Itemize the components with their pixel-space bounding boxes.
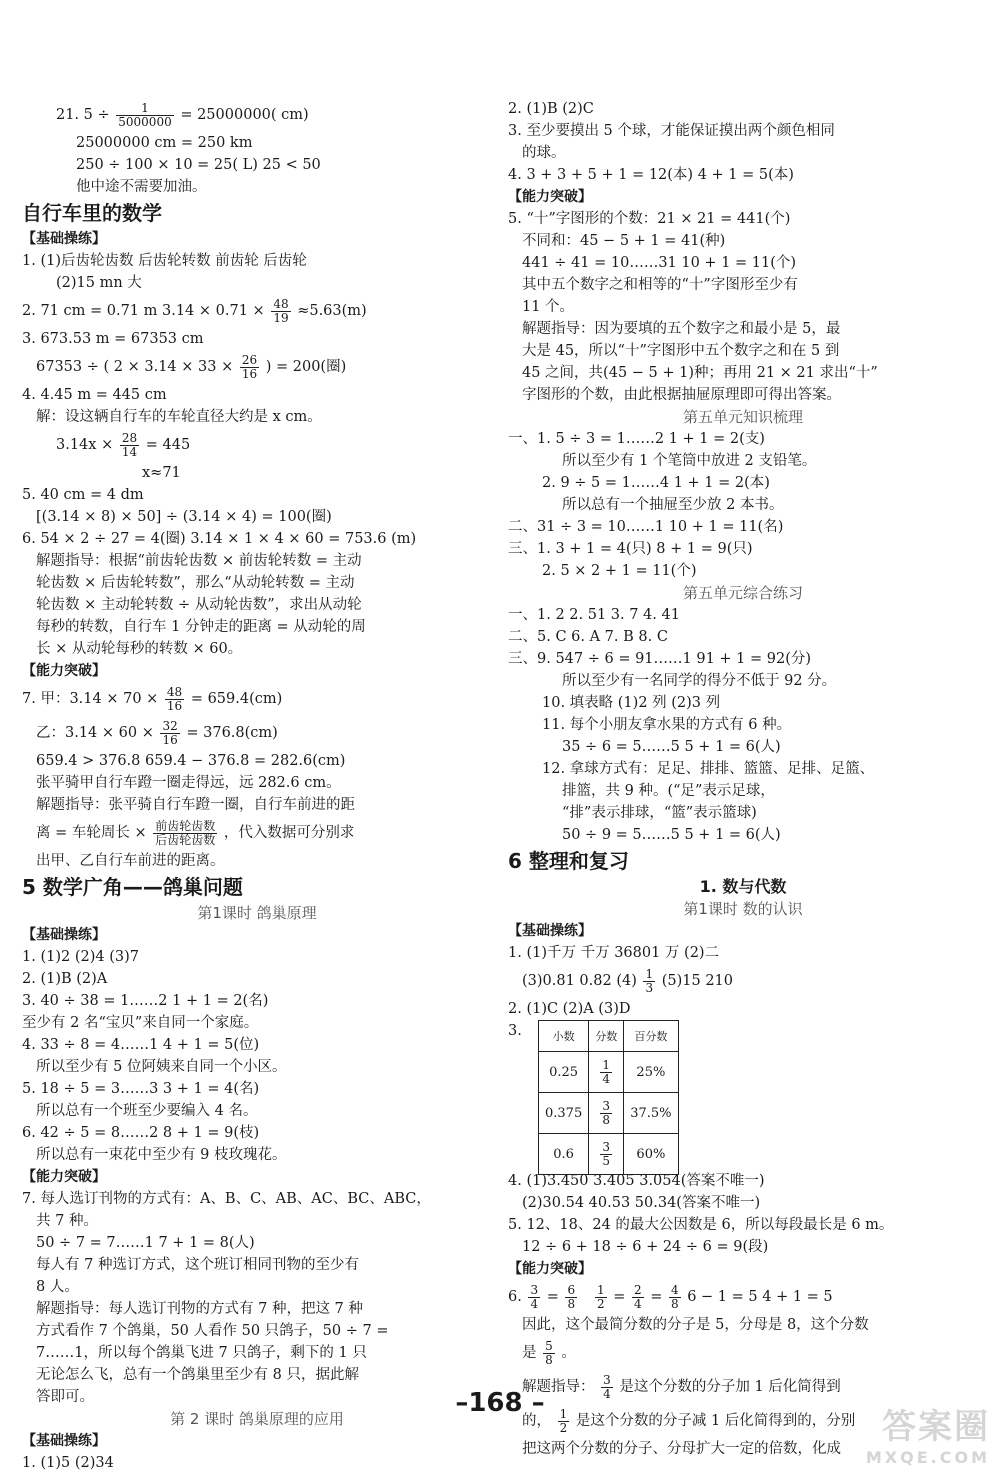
q21-line4: 他中途不需要加油。 xyxy=(76,179,207,195)
answer-line: 2. (1)B (2)C xyxy=(508,101,594,117)
answer-line: 2. (1)C (2)A (3)D xyxy=(508,1001,631,1017)
q21-text: = 25000000( cm) xyxy=(180,107,309,123)
text: 乙：3.14 × 60 × xyxy=(36,725,154,741)
table-cell: 0.25 xyxy=(539,1052,589,1093)
answer-line: 7……1，所以每个鸽巢飞进 7 只鸽子，剩下的 1 只 xyxy=(36,1345,367,1361)
fraction: $\frac{1}{3}$ xyxy=(645,966,654,995)
watermark-logo xyxy=(800,1399,990,1469)
answer-line: 3. xyxy=(508,1023,522,1039)
table-header: 分数 xyxy=(589,1021,624,1052)
text: 离 = 车轮周长 × xyxy=(36,825,147,841)
answer-line xyxy=(22,428,492,462)
text: ≈5.63(m) xyxy=(297,303,367,319)
answer-line xyxy=(22,816,492,850)
answer-line: 50 ÷ 7 = 7……1 7 + 1 = 8(人) xyxy=(36,1235,255,1251)
answer-line: 答即可。 xyxy=(36,1389,94,1405)
answer-line: 方式看作 7 个鸽巢，50 人看作 50 只鸽子，50 ÷ 7 = xyxy=(36,1323,389,1339)
table-cell: $\frac{1}{4}$ xyxy=(589,1052,624,1093)
text: 解题指导： xyxy=(522,1379,595,1395)
answer-line: 无论怎么飞，总有一个鸽巢里至少有 8 只，据此解 xyxy=(36,1367,359,1383)
answer-line xyxy=(22,682,492,716)
answer-line: 1. (1)后齿轮齿数 后齿轮转数 前齿轮 后齿轮 xyxy=(22,253,307,269)
text: 6 − 1 = 5 4 + 1 = 5 xyxy=(687,1289,833,1305)
text: 。 xyxy=(561,1345,576,1361)
section-label: 【基础操练】 xyxy=(22,1433,106,1449)
answer-line: 5. 40 cm = 4 dm xyxy=(22,487,144,503)
answer-line: 字图形的个数，由此根据抽屉原理即可得出答案。 xyxy=(522,387,841,403)
answer-line: (2)30.54 40.53 50.34(答案不唯一) xyxy=(522,1195,761,1211)
fraction: $\frac{1}{2}$ xyxy=(559,1406,568,1435)
unit-title: 6 整理和复习 xyxy=(508,849,629,873)
answer-line: 至少有 2 名“宝贝”来自同一个家庭。 xyxy=(22,1015,259,1031)
answer-line: 排篮，共 9 种。(“足”表示足球， xyxy=(562,783,775,799)
table-header: 百分数 xyxy=(624,1021,678,1052)
answer-line: 把这两个分数的分子、分母扩大一定的倍数，化成 xyxy=(522,1441,841,1457)
answer-line: 因此，这个最简分数的分子是 5，分母是 8，这个分数 xyxy=(522,1317,869,1333)
answer-line: 其中五个数字之和相等的“十”字图形至少有 xyxy=(522,277,798,293)
section-heading: 第五单元知识梳理 xyxy=(682,408,803,426)
answer-line: 1. (1)5 (2)34 xyxy=(22,1455,114,1471)
answer-line: 的球。 xyxy=(522,145,566,161)
answer-line: 所以总有一束花中至少有 9 枝玫瑰花。 xyxy=(36,1147,287,1163)
answer-line: 大是 45，所以“十”字图形中五个数字之和在 5 到 xyxy=(522,343,840,359)
text: = 659.4(cm) xyxy=(190,691,283,707)
answer-line: “排”表示排球，“篮”表示篮球) xyxy=(562,805,757,821)
lesson-title: 第1课时 鸽巢原理 xyxy=(197,904,317,922)
fraction: $\frac{48}{19}$ xyxy=(273,296,289,325)
fraction: $\frac{2}{4}$ xyxy=(633,1282,642,1311)
text: 6. xyxy=(508,1289,522,1305)
table-row xyxy=(539,1052,679,1093)
table-block xyxy=(508,1020,978,1170)
answer-line: 二、5. C 6. A 7. B 8. C xyxy=(508,629,668,645)
answer-line: 所以总有一个抽屉至少放 2 本书。 xyxy=(562,497,784,513)
answer-line: 4. 33 ÷ 8 = 4……1 4 + 1 = 5(位) xyxy=(22,1037,260,1053)
section-label: 【能力突破】 xyxy=(508,1261,592,1277)
section-label: 【能力突破】 xyxy=(22,1169,106,1185)
answer-line: 不同和：45 − 5 + 1 = 41(种) xyxy=(522,233,726,249)
answer-line: 张平骑甲自行车蹬一圈走得远，远 282.6 cm。 xyxy=(36,775,341,791)
text: = 445 xyxy=(145,437,191,453)
answer-line xyxy=(22,350,492,384)
answer-line: (2)15 mn 大 xyxy=(56,275,142,291)
table-cell: 37.5% xyxy=(624,1093,678,1134)
text: = xyxy=(650,1289,663,1305)
text: 7. 甲：3.14 × 70 × xyxy=(22,691,159,707)
subsection-title: 1. 数与代数 xyxy=(699,877,787,896)
answer-line: 共 7 种。 xyxy=(36,1213,98,1229)
text: 是这个分数的分子减 1 后化简得到的，分别 xyxy=(575,1413,856,1429)
q21-line3: 250 ÷ 100 × 10 = 25( L) 25 < 50 xyxy=(76,157,321,173)
answer-line: 解题指导：根据“前齿轮齿数 × 前齿轮转数 = 主动 xyxy=(36,553,362,569)
unit-title: 5 数学广角——鸽巢问题 xyxy=(22,875,243,899)
fraction: $\frac{\text{前齿轮齿数}}{\text{后齿轮齿数}}$ xyxy=(155,818,216,847)
answer-line: 3. 40 ÷ 38 = 1……2 1 + 1 = 2(名) xyxy=(22,993,269,1009)
answer-line xyxy=(22,716,492,750)
answer-line: 1. (1)千万 千万 36801 万 (2)二 xyxy=(508,945,720,961)
answer-line: 45 之间，共(45 − 5 + 1)种；再用 21 × 21 求出“十” xyxy=(522,365,878,381)
answer-line: 长 × 从动轮每秒的转数 × 60。 xyxy=(36,641,243,657)
q21-line2: 25000000 cm = 250 km xyxy=(76,135,253,151)
fraction: $\frac{4}{8}$ xyxy=(670,1282,679,1311)
fraction: $\frac{32}{16}$ xyxy=(162,718,178,747)
answer-line: [(3.14 × 8) × 50] ÷ (3.14 × 4) = 100(圈) xyxy=(36,509,332,525)
answer-line: 所以至少有 5 位阿姨来自同一个小区。 xyxy=(36,1059,287,1075)
answer-line: 出甲、乙自行车前进的距离。 xyxy=(36,853,225,869)
answer-line: 5. 18 ÷ 5 = 3……3 3 + 1 = 4(名) xyxy=(22,1081,260,1097)
fraction: $\frac{3}{4}$ xyxy=(530,1282,539,1311)
text: 是这个分数的分子加 1 后化简得到 xyxy=(619,1379,841,1395)
section-heading: 第五单元综合练习 xyxy=(682,584,803,602)
answer-line xyxy=(22,294,492,328)
text: ，代入数据可分别求 xyxy=(223,825,355,841)
fraction: $\frac{6}{8}$ xyxy=(567,1282,576,1311)
answer-line: 4. 3 + 3 + 5 + 1 = 12(本) 4 + 1 = 5(本) xyxy=(508,167,794,183)
q21-line1 xyxy=(22,98,492,132)
table-row xyxy=(539,1134,679,1175)
table-header: 小数 xyxy=(539,1021,589,1052)
answer-line: 11 个。 xyxy=(522,299,575,315)
answer-line: 轮齿数 × 后齿轮转数”，那么“从动轮转数 = 主动 xyxy=(36,575,355,591)
table-row xyxy=(539,1093,679,1134)
fraction: $\frac{48}{16}$ xyxy=(166,684,183,713)
left-column xyxy=(22,98,492,1474)
answer-line: 三、9. 547 ÷ 6 = 91……1 91 + 1 = 92(分) xyxy=(508,651,812,667)
answer-line: 10. 填表略 (1)2 列 (2)3 列 xyxy=(542,695,721,711)
table-cell: 25% xyxy=(624,1052,678,1093)
answer-line: 8 人。 xyxy=(36,1279,79,1295)
text: (5)15 210 xyxy=(661,973,734,989)
table-cell: 0.375 xyxy=(539,1093,589,1134)
answer-line: 35 ÷ 6 = 5……5 5 + 1 = 6(人) xyxy=(562,739,781,755)
answer-line: 三、1. 3 + 1 = 4(只) 8 + 1 = 9(只) xyxy=(508,541,753,557)
text: 是 xyxy=(522,1345,537,1361)
answer-line: 一、1. 5 ÷ 3 = 1……2 1 + 1 = 2(支) xyxy=(508,431,765,447)
answer-line: 一、1. 2 2. 51 3. 7 4. 41 xyxy=(508,607,680,623)
answer-line xyxy=(508,1336,978,1370)
answer-line: 所以总有一个班至少要编入 4 名。 xyxy=(36,1103,258,1119)
section-title: 自行车里的数学 xyxy=(22,201,162,225)
section-label: 【基础操练】 xyxy=(22,927,106,943)
answer-line: 二、31 ÷ 3 = 10……1 10 + 1 = 11(名) xyxy=(508,519,784,535)
answer-line: 2. 5 × 2 + 1 = 11(个) xyxy=(542,563,697,579)
answer-line: 所以至少有一名同学的得分不低于 92 分。 xyxy=(562,673,837,689)
section-label: 【基础操练】 xyxy=(508,923,592,939)
fraction: $\frac{1}{5000000}$ xyxy=(118,100,172,129)
watermark-url: MXQE.COM xyxy=(865,1448,990,1467)
fraction: $\frac{5}{8}$ xyxy=(545,1338,553,1367)
answer-line: 4. (1)3.450 3.405 3.054(答案不唯一) xyxy=(508,1173,765,1189)
table-header-row xyxy=(539,1021,679,1052)
answer-line: 11. 每个小朋友拿水果的方式有 6 种。 xyxy=(542,717,792,733)
right-column xyxy=(508,98,978,1460)
answer-line: 2. (1)B (2)A xyxy=(22,971,108,987)
text: 的， xyxy=(522,1413,551,1429)
answer-line: 5. 12、18、24 的最大公因数是 6，所以每段最长是 6 m。 xyxy=(508,1217,894,1233)
answer-line: 解题指导：每人选订刊物的方式有 7 种，把这 7 种 xyxy=(36,1301,363,1317)
text: = xyxy=(546,1289,559,1305)
watermark-text: 答案圈 xyxy=(882,1407,990,1447)
text: 3.14x × xyxy=(56,437,114,453)
answer-line: 5. “十”字图形的个数：21 × 21 = 441(个) xyxy=(508,211,791,227)
answer-line: x≈71 xyxy=(142,465,181,481)
text: 67353 ÷ ( 2 × 3.14 × 33 × xyxy=(36,359,234,375)
answer-line: 4. 4.45 m = 445 cm xyxy=(22,387,167,403)
answer-line: 659.4 > 376.8 659.4 − 376.8 = 282.6(cm) xyxy=(36,753,346,769)
answer-line: 1. (1)2 (2)4 (3)7 xyxy=(22,949,139,965)
answer-line: 6. 42 ÷ 5 = 8……2 8 + 1 = 9(枝) xyxy=(22,1125,260,1141)
answer-line xyxy=(508,1280,978,1314)
section-label: 【能力突破】 xyxy=(22,663,106,679)
lesson-title: 第1课时 数的认识 xyxy=(683,900,803,918)
text: = xyxy=(613,1289,626,1305)
answer-line: 每秒的转数，自行车 1 分钟走的距离 = 从动轮的周 xyxy=(36,619,366,635)
answer-line: 解：设这辆自行车的车轮直径大约是 x cm。 xyxy=(36,409,322,425)
answer-line: 解题指导：因为要填的五个数字之和最小是 5，最 xyxy=(522,321,841,337)
answer-line: 6. 54 × 2 ÷ 27 = 4(圈) 3.14 × 1 × 4 × 60 = 753.6 (m) xyxy=(22,531,417,547)
text: ) = 200(圈) xyxy=(265,359,347,375)
answer-line: 7. 每人选订刊物的方式有：A、B、C、AB、AC、BC、ABC， xyxy=(22,1191,431,1207)
page-number: –168 – xyxy=(455,1388,545,1418)
text: (3)0.81 0.82 (4) xyxy=(522,973,637,989)
answer-line: 解题指导：张平骑自行车蹬一圈，自行车前进的距 xyxy=(36,797,355,813)
answer-line: 每人有 7 种选订方式，这个班订相同刊物的至少有 xyxy=(36,1257,359,1273)
answer-line: 轮齿数 × 主动轮转数 ÷ 从动轮齿数”，求出从动轮 xyxy=(36,597,362,613)
text: 2. 71 cm = 0.71 m 3.14 × 0.71 × xyxy=(22,303,265,319)
table-cell: $\frac{3}{8}$ xyxy=(589,1093,624,1134)
section-label: 【基础操练】 xyxy=(22,231,106,247)
q21-text: 21. 5 ÷ xyxy=(56,107,110,123)
answer-line xyxy=(508,964,978,998)
table-cell: 60% xyxy=(624,1134,678,1175)
fraction: $\frac{28}{14}$ xyxy=(121,430,138,459)
answer-line: 3. 673.53 m = 67353 cm xyxy=(22,331,204,347)
fraction: $\frac{3}{4}$ xyxy=(603,1372,611,1401)
answer-line: 所以至少有 1 个笔筒中放进 2 支铅笔。 xyxy=(562,453,817,469)
answer-line: 12 ÷ 6 + 18 ÷ 6 + 24 ÷ 6 = 9(段) xyxy=(522,1239,769,1255)
answer-line: 12. 拿球方式有：足足、排排、篮篮、足排、足篮、 xyxy=(542,761,875,777)
text: = 376.8(cm) xyxy=(186,725,278,741)
table-cell: $\frac{3}{5}$ xyxy=(589,1134,624,1175)
fraction: $\frac{1}{2}$ xyxy=(596,1282,605,1311)
answer-line: 441 ÷ 41 = 10……31 10 + 1 = 11(个) xyxy=(522,255,797,271)
conversion-table xyxy=(538,1020,679,1175)
lesson-title: 第 2 课时 鸽巢原理的应用 xyxy=(170,1410,344,1428)
fraction: $\frac{26}{16}$ xyxy=(241,352,258,381)
answer-line: 2. 9 ÷ 5 = 1……4 1 + 1 = 2(本) xyxy=(542,475,770,491)
table-cell: 0.6 xyxy=(539,1134,589,1175)
section-label: 【能力突破】 xyxy=(508,189,592,205)
answer-line: 3. 至少要摸出 5 个球，才能保证摸出两个颜色相同 xyxy=(508,123,835,139)
answer-line: 50 ÷ 9 = 5……5 5 + 1 = 6(人) xyxy=(562,827,781,843)
